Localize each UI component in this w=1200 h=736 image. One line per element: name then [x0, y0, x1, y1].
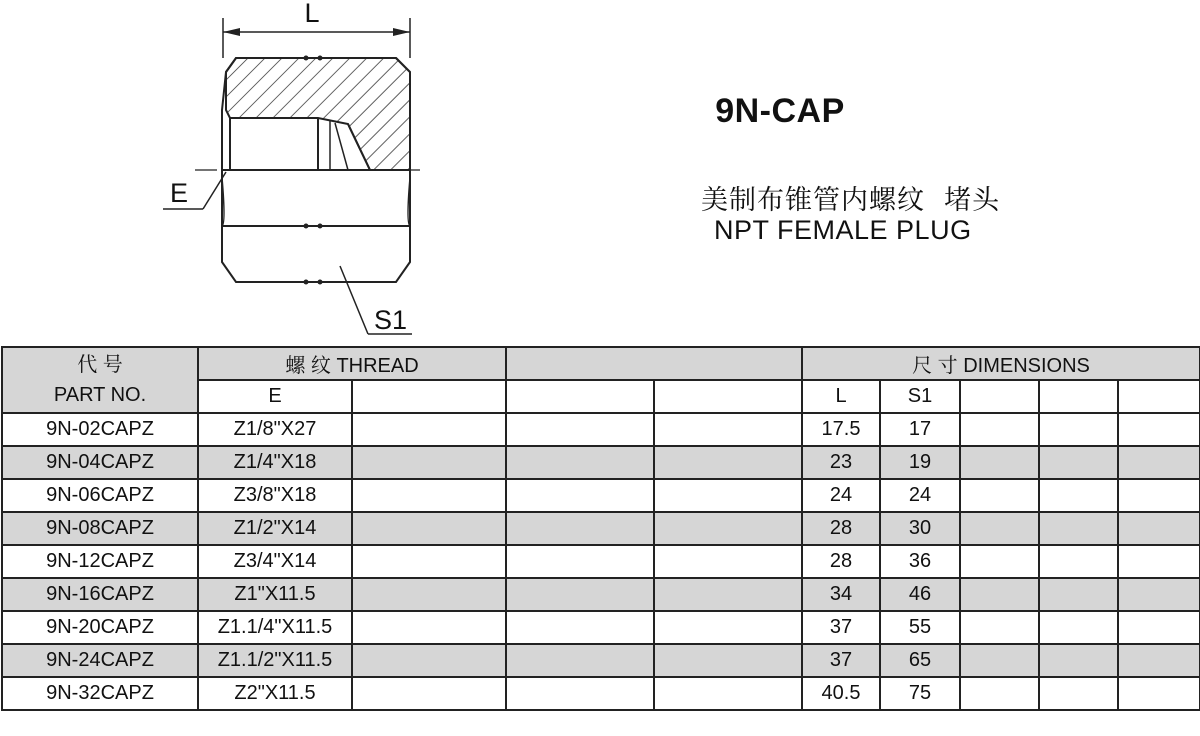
thread-e-cell: Z2"X11.5 [198, 677, 352, 710]
dim-s1-cell: 55 [880, 611, 960, 644]
leader-e [163, 172, 226, 209]
empty-cell [960, 677, 1039, 710]
empty-cell [352, 644, 506, 677]
header-empty [352, 380, 506, 413]
dim-s1-cell: 30 [880, 512, 960, 545]
table-row [2, 512, 1200, 545]
technical-drawing [0, 0, 1200, 340]
empty-cell [960, 446, 1039, 479]
empty-cell [506, 611, 654, 644]
thread-e-cell: Z1/4"X18 [198, 446, 352, 479]
product-title: 9N-CAP [715, 92, 845, 130]
dim-l-cell: 17.5 [802, 413, 880, 446]
product-subtitle-cn: 美制布锥管内螺纹 堵头 [701, 185, 1001, 216]
empty-cell [1039, 413, 1118, 446]
empty-cell [1118, 644, 1200, 677]
empty-cell [352, 479, 506, 512]
dim-s1-cell: 75 [880, 677, 960, 710]
part-no-cell: 9N-02CAPZ [2, 413, 198, 446]
dim-l-cell: 24 [802, 479, 880, 512]
part-no-cell: 9N-24CAPZ [2, 644, 198, 677]
empty-cell [1039, 545, 1118, 578]
product-subtitle-en: NPT FEMALE PLUG [714, 215, 972, 245]
section-upper-half [222, 56, 410, 171]
empty-cell [352, 545, 506, 578]
dim-l-cell: 37 [802, 644, 880, 677]
header-thread: 螺 纹 THREAD [198, 347, 506, 380]
empty-cell [506, 644, 654, 677]
table-row [2, 479, 1200, 512]
empty-cell [654, 644, 802, 677]
empty-cell [1039, 446, 1118, 479]
empty-cell [506, 479, 654, 512]
empty-cell [1039, 479, 1118, 512]
empty-cell [1118, 479, 1200, 512]
empty-cell [352, 512, 506, 545]
part-no-cell: 9N-08CAPZ [2, 512, 198, 545]
header-empty [506, 380, 654, 413]
part-no-cell: 9N-12CAPZ [2, 545, 198, 578]
empty-cell [506, 512, 654, 545]
part-no-cell: 9N-16CAPZ [2, 578, 198, 611]
table-row [2, 611, 1200, 644]
part-no-cell: 9N-04CAPZ [2, 446, 198, 479]
empty-cell [352, 446, 506, 479]
dim-l-cell: 34 [802, 578, 880, 611]
thread-e-cell: Z1/2"X14 [198, 512, 352, 545]
label-l: L [304, 0, 320, 28]
empty-cell [960, 644, 1039, 677]
empty-cell [654, 611, 802, 644]
header-part-no-cn: 代 号 [77, 354, 123, 376]
table-row [2, 413, 1200, 446]
empty-cell [654, 512, 802, 545]
table-row [2, 446, 1200, 479]
empty-cell [506, 545, 654, 578]
empty-cell [506, 578, 654, 611]
empty-cell [1039, 578, 1118, 611]
empty-cell [960, 578, 1039, 611]
thread-e-cell: Z3/4"X14 [198, 545, 352, 578]
spec-table [1, 346, 1200, 711]
dim-s1-cell: 17 [880, 413, 960, 446]
empty-cell [960, 512, 1039, 545]
empty-cell [506, 446, 654, 479]
empty-cell [654, 446, 802, 479]
empty-cell [960, 479, 1039, 512]
empty-cell [352, 578, 506, 611]
empty-cell [1118, 611, 1200, 644]
empty-cell [1039, 644, 1118, 677]
empty-cell [1118, 446, 1200, 479]
thread-e-cell: Z1"X11.5 [198, 578, 352, 611]
header-dimensions: 尺 寸 DIMENSIONS [802, 347, 1200, 380]
empty-cell [506, 413, 654, 446]
hex-lower-half [222, 170, 410, 285]
dim-s1-cell: 19 [880, 446, 960, 479]
empty-cell [960, 611, 1039, 644]
table-body [2, 413, 1200, 710]
header-dim-l: L [802, 380, 880, 413]
header-empty [1118, 380, 1200, 413]
table-row [2, 545, 1200, 578]
header-empty [654, 380, 802, 413]
header-empty [1039, 380, 1118, 413]
header-part-no [2, 347, 198, 413]
table-row [2, 578, 1200, 611]
empty-cell [1118, 545, 1200, 578]
header-thread-e: E [198, 380, 352, 413]
dim-l-cell: 37 [802, 611, 880, 644]
empty-cell [1039, 677, 1118, 710]
empty-cell [1118, 677, 1200, 710]
header-empty [960, 380, 1039, 413]
empty-cell [960, 413, 1039, 446]
dim-l-cell: 40.5 [802, 677, 880, 710]
label-e: E [170, 178, 189, 208]
dim-s1-cell: 46 [880, 578, 960, 611]
dim-s1-cell: 24 [880, 479, 960, 512]
thread-e-cell: Z1.1/4"X11.5 [198, 611, 352, 644]
table-row [2, 644, 1200, 677]
empty-cell [352, 677, 506, 710]
empty-cell [654, 413, 802, 446]
header-blank [506, 347, 802, 380]
dim-s1-cell: 36 [880, 545, 960, 578]
thread-e-cell: Z1.1/2"X11.5 [198, 644, 352, 677]
dim-l-cell: 28 [802, 512, 880, 545]
empty-cell [1118, 512, 1200, 545]
empty-cell [352, 413, 506, 446]
part-no-cell: 9N-06CAPZ [2, 479, 198, 512]
dimension-l [223, 0, 410, 58]
dim-l-cell: 23 [802, 446, 880, 479]
part-no-cell: 9N-32CAPZ [2, 677, 198, 710]
empty-cell [654, 578, 802, 611]
thread-e-cell: Z1/8"X27 [198, 413, 352, 446]
empty-cell [654, 677, 802, 710]
dim-s1-cell: 65 [880, 644, 960, 677]
empty-cell [1039, 611, 1118, 644]
empty-cell [960, 545, 1039, 578]
label-s1: S1 [374, 305, 408, 335]
empty-cell [506, 677, 654, 710]
empty-cell [654, 479, 802, 512]
table-row [2, 677, 1200, 710]
empty-cell [1118, 578, 1200, 611]
empty-cell [1118, 413, 1200, 446]
empty-cell [654, 545, 802, 578]
header-dim-s1: S1 [880, 380, 960, 413]
thread-e-cell: Z3/8"X18 [198, 479, 352, 512]
part-no-cell: 9N-20CAPZ [2, 611, 198, 644]
empty-cell [352, 611, 506, 644]
dim-l-cell: 28 [802, 545, 880, 578]
header-part-no-en: PART NO. [53, 384, 147, 406]
empty-cell [1039, 512, 1118, 545]
